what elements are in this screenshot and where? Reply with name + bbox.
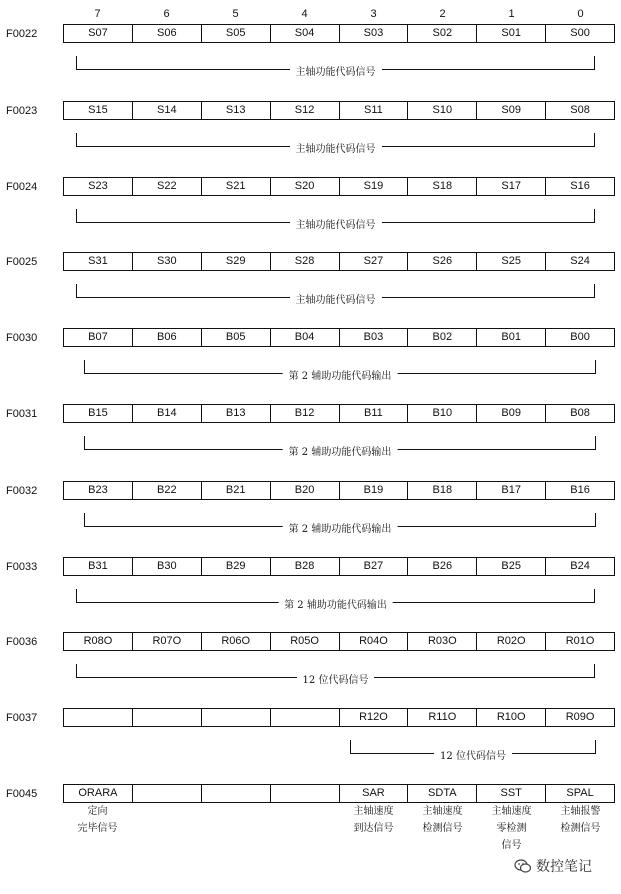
bit-cell-4: B20 (271, 482, 340, 499)
bit-cell-5: S29 (202, 253, 271, 270)
register-address: F0031 (6, 408, 38, 420)
bit-cell-7: S23 (64, 178, 133, 195)
register-address: F0023 (6, 105, 38, 117)
group-label: 主轴功能代码信号 (290, 291, 382, 306)
bit-cell-2: S02 (408, 25, 477, 42)
bit-cell-7: R08O (64, 633, 133, 650)
bit-cell-5: B21 (202, 482, 271, 499)
bit-cell-3: B19 (340, 482, 409, 499)
register-address: F0025 (6, 256, 38, 268)
bit-cell-0: B00 (570, 331, 590, 343)
bit-cell-3: B11 (340, 405, 409, 422)
group-label: 主轴功能代码信号 (290, 140, 382, 155)
bit-cells (63, 177, 615, 196)
group-label: 第 2 辅助功能代码输出 (283, 367, 398, 382)
bit-cells (63, 481, 615, 500)
bit-cell-1: R10O (477, 709, 546, 726)
bit-cells (63, 328, 615, 347)
bit-cell-7: B07 (64, 329, 133, 346)
bit-cell-6: R07O (133, 633, 202, 650)
bit-cells (63, 24, 615, 43)
bit-cell-7: B15 (64, 405, 133, 422)
wechat-icon (514, 858, 532, 874)
group-label: 12 位代码信号 (297, 671, 375, 686)
bit-header-2: 2 (439, 8, 446, 20)
bit-cell-1: B17 (477, 482, 546, 499)
group-label: 主轴功能代码信号 (290, 63, 382, 78)
bit-cell-4: S20 (271, 178, 340, 195)
register-address: F0022 (6, 28, 38, 40)
register-address: F0032 (6, 485, 38, 497)
bit-cells (63, 404, 615, 423)
bit-cell-0: SPAL (566, 787, 594, 799)
bit-cell-7: S15 (64, 102, 133, 119)
bit-cell-6: B06 (133, 329, 202, 346)
bit-cell-3: S03 (340, 25, 409, 42)
bit-cell-4 (271, 709, 340, 726)
bit-cell-5: S13 (202, 102, 271, 119)
bit-cell-3: R12O (340, 709, 409, 726)
bit-cells (63, 557, 615, 576)
bit-cell-0: R01O (565, 635, 595, 647)
bit-cell-6 (133, 709, 202, 726)
bit-cell-4: R05O (271, 633, 340, 650)
bit-header-1: 1 (508, 8, 515, 20)
bit-cell-5: S21 (202, 178, 271, 195)
bit-cell-4: B04 (271, 329, 340, 346)
bit-cell-3: B27 (340, 558, 409, 575)
bit-cell-5 (202, 709, 271, 726)
bit-cell-4: B28 (271, 558, 340, 575)
bit-cell-1: SST (477, 785, 546, 802)
group-label: 12 位代码信号 (434, 747, 512, 762)
bit-header-4: 4 (301, 8, 308, 20)
bit-header-0: 0 (577, 8, 584, 20)
desc-sar: 主轴速度 到达信号 (353, 806, 394, 834)
bit-cell-1: B01 (477, 329, 546, 346)
bit-cell-0: R09O (565, 711, 595, 723)
bit-header-6: 6 (163, 8, 170, 20)
register-address: F0033 (6, 561, 38, 573)
bit-cells (63, 252, 615, 271)
bit-cell-3: S19 (340, 178, 409, 195)
register-address: F0037 (6, 712, 38, 724)
bit-cell-4: S12 (271, 102, 340, 119)
bit-cell-3: B03 (340, 329, 409, 346)
bit-cell-7 (64, 709, 133, 726)
bit-cells (63, 101, 615, 120)
register-address: F0030 (6, 332, 38, 344)
bit-cell-5: B05 (202, 329, 271, 346)
bit-cell-1: S17 (477, 178, 546, 195)
bit-cell-4: S28 (271, 253, 340, 270)
bit-cell-5: B13 (202, 405, 271, 422)
bit-cell-5: B29 (202, 558, 271, 575)
bit-cell-7: B23 (64, 482, 133, 499)
desc-sst: 主轴速度 零检测 信号 (491, 806, 532, 851)
bit-cell-2: S26 (408, 253, 477, 270)
bit-cell-5 (202, 785, 271, 802)
group-label: 第 2 辅助功能代码输出 (278, 596, 393, 611)
bit-cell-3: S27 (340, 253, 409, 270)
bit-cell-6: S06 (133, 25, 202, 42)
register-address: F0024 (6, 181, 38, 193)
bit-cell-3: S11 (340, 102, 409, 119)
bit-cell-6: B22 (133, 482, 202, 499)
bit-cell-4 (271, 785, 340, 802)
bit-cells (63, 632, 615, 651)
bit-cell-1: R02O (477, 633, 546, 650)
bit-cell-1: B25 (477, 558, 546, 575)
bit-cells (63, 784, 615, 803)
bit-cell-2: R03O (408, 633, 477, 650)
bit-cell-0: B24 (570, 560, 590, 572)
bit-cell-0: S08 (570, 104, 590, 116)
desc-spal: 主轴报警 检测信号 (560, 806, 601, 834)
bit-cell-1: B09 (477, 405, 546, 422)
bit-cell-6: S30 (133, 253, 202, 270)
bit-cell-4: B12 (271, 405, 340, 422)
bit-cell-0: B16 (570, 484, 590, 496)
bit-cell-6: S22 (133, 178, 202, 195)
bit-cell-5: S05 (202, 25, 271, 42)
bit-cell-2: B10 (408, 405, 477, 422)
bit-cells (63, 708, 615, 727)
bit-cell-1: S09 (477, 102, 546, 119)
group-label: 主轴功能代码信号 (290, 216, 382, 231)
register-address: F0036 (6, 636, 38, 648)
bit-cell-0: S00 (570, 27, 590, 39)
bit-cell-7: ORARA (64, 785, 133, 802)
bit-cell-2: B18 (408, 482, 477, 499)
bit-cell-5: R06O (202, 633, 271, 650)
bit-cell-6: B14 (133, 405, 202, 422)
bit-cell-4: S04 (271, 25, 340, 42)
bit-cell-2: SDTA (408, 785, 477, 802)
bit-cell-1: S01 (477, 25, 546, 42)
watermark (514, 856, 592, 876)
bit-cell-0: S24 (570, 255, 590, 267)
desc-sdta: 主轴速度 检测信号 (422, 806, 463, 834)
bit-cell-7: S07 (64, 25, 133, 42)
desc-orara: 定向 完毕信号 (77, 806, 118, 834)
bit-cell-0: B08 (570, 407, 590, 419)
bit-header-3: 3 (370, 8, 377, 20)
bit-cell-2: S10 (408, 102, 477, 119)
bit-header-5: 5 (232, 8, 239, 20)
watermark-text: 数控笔记 (536, 859, 592, 875)
bit-cell-3: R04O (340, 633, 409, 650)
bit-cell-2: R11O (408, 709, 477, 726)
bit-cell-2: S18 (408, 178, 477, 195)
bit-cell-7: S31 (64, 253, 133, 270)
bit-cell-6: S14 (133, 102, 202, 119)
bit-cell-3: SAR (340, 785, 409, 802)
bit-cell-0: S16 (570, 180, 590, 192)
bit-header-7: 7 (94, 8, 101, 20)
bit-cell-7: B31 (64, 558, 133, 575)
group-label: 第 2 辅助功能代码输出 (283, 520, 398, 535)
group-label: 第 2 辅助功能代码输出 (283, 443, 398, 458)
bit-cell-6: B30 (133, 558, 202, 575)
bit-cell-2: B26 (408, 558, 477, 575)
bit-cell-6 (133, 785, 202, 802)
bit-cell-1: S25 (477, 253, 546, 270)
bit-cell-2: B02 (408, 329, 477, 346)
register-address: F0045 (6, 788, 38, 800)
bit-header (63, 8, 615, 24)
